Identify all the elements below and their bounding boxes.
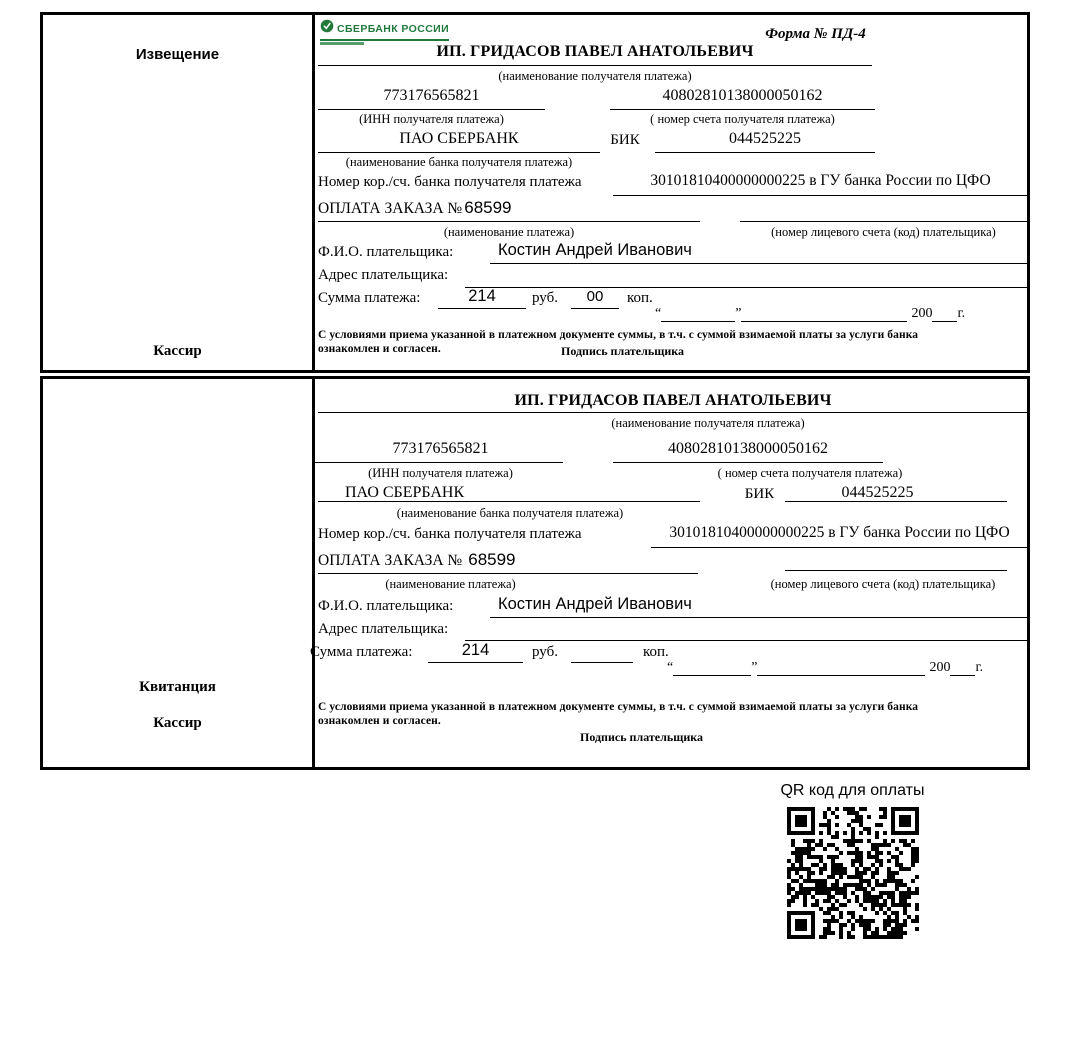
underline [438,308,526,309]
sberbank-logo [320,19,449,45]
notice-signature-label: Подпись плательщика [561,344,684,358]
receipt-recipient-label: (наименование получателя платежа) [611,416,805,430]
underline [613,195,1027,196]
year-blank [932,306,957,322]
underline [318,221,700,222]
quote-open: “ [667,660,674,675]
notice-account-value: 40802810138000050162 [662,87,823,104]
notice-korr-value: 30101810400000000225 в ГУ банка России по ЦФО [650,172,991,189]
receipt-payment-label: (наименование платежа) [385,577,516,591]
receipt-inn-value: 773176565821 [392,440,489,457]
receipt-bank-value: ПАО СБЕРБАНК [345,484,465,501]
date-month-blank [757,660,925,676]
notice-address-label: Адрес плательщика: [318,267,449,283]
notice-bik-value: 044525225 [729,130,801,147]
notice-payment-name [318,198,512,218]
receipt-korr-label: Номер кор./сч. банка получателя платежа [318,526,582,542]
notice-payer-name: Костин Андрей Иванович [498,241,692,259]
underline [655,152,875,153]
underline [318,152,600,153]
notice-amount-rub-value: 214 [468,287,496,305]
receipt-account-label: ( номер счета получателя платежа) [717,466,903,480]
notice-account-label: ( номер счета получателя платежа) [650,112,835,126]
notice-recipient-name: ИП. ГРИДАСОВ ПАВЕЛ АНАТОЛЬЕВИЧ [436,43,754,60]
receipt-personal-account-label: (номер лицевого счета (код) плательщика) [770,577,996,591]
notice-cashier-label: Кассир [153,343,202,359]
underline [740,221,1027,222]
underline [465,287,1027,288]
receipt-bank-label: (наименование банка получателя платежа) [396,506,624,520]
notice-korr-label: Номер кор./сч. банка получателя платежа [318,174,582,190]
receipt-bik-value: 044525225 [841,484,914,501]
underline [571,662,633,663]
year-suffix: г. [957,306,966,321]
underline [428,662,523,663]
notice-agreement-line1: С условиями приема указанной в платежном документе суммы, в т.ч. с суммой взимаемой платы за услуги банка [318,329,919,341]
receipt-payment-prefix: ОПЛАТА ЗАКАЗА № [318,552,463,569]
date-month-blank [741,306,907,322]
receipt-kop-label: коп. [643,644,669,660]
notice-personal-account-label: (номер лицевого счета (код) плательщика) [771,225,996,239]
notice-bik-label: БИК [610,132,640,148]
underline [318,501,700,502]
column-divider [312,15,315,370]
notice-section [40,12,1030,373]
notice-payment-label: (наименование платежа) [443,225,575,239]
receipt-inn-label: (ИНН получателя платежа) [368,466,513,480]
date-day-blank [673,660,751,676]
notice-inn-value: 773176565821 [383,87,480,104]
qr-caption: QR код для оплаты [780,782,925,799]
underline [318,109,545,110]
receipt-account-value: 40802810138000050162 [668,440,828,457]
notice-order-number: 68599 [464,198,512,217]
notice-payment-prefix: ОПЛАТА ЗАКАЗА № [318,200,463,217]
quote-open: “ [655,306,662,321]
underline [490,263,1027,264]
receipt-payer-name: Костин Андрей Иванович [498,595,692,613]
receipt-signature-label: Подпись плательщика [580,730,703,744]
year-suffix: г. [975,660,984,675]
quote-close: ” [735,306,742,321]
receipt-agreement-line2: ознакомлен и согласен. [318,715,441,727]
underline [465,640,1027,641]
receipt-agreement-line1: С условиями приема указанной в платежном документе суммы, в т.ч. с суммой взимаемой платы за услуги банка [318,701,919,713]
year-prefix: 200 [911,306,933,321]
receipt-korr-value: 30101810400000000225 в ГУ банка России по ЦФО [669,524,1010,541]
notice-amount-kop-value: 00 [586,288,604,305]
notice-fio-label: Ф.И.О. плательщика: [318,244,454,260]
underline [571,308,619,309]
year-blank [950,660,975,676]
year-prefix: 200 [929,660,951,675]
form-number: Форма № ПД-4 [765,26,866,42]
sberbank-emblem-icon [320,19,334,38]
receipt-fio-label: Ф.И.О. плательщика: [318,598,454,614]
sberbank-brand-text: СБЕРБАНК РОССИИ [337,22,450,35]
notice-bank-value: ПАО СБЕРБАНК [399,130,519,147]
quote-close: ” [751,660,758,675]
underline [785,570,1007,571]
notice-title: Извещение [135,46,220,63]
underline [318,412,1028,413]
underline [613,462,883,463]
receipt-address-label: Адрес плательщика: [318,621,449,637]
column-divider [312,379,315,767]
notice-inn-label: (ИНН получателя платежа) [359,112,504,126]
underline [785,501,1007,502]
underline [318,573,698,574]
receipt-title: Квитанция [139,679,216,695]
notice-kop-label: коп. [627,290,653,306]
receipt-rub-label: руб. [532,644,558,660]
receipt-bik-label: БИК [744,486,775,502]
receipt-date-row [667,660,983,676]
receipt-amount-rub-value: 214 [461,641,490,659]
underline [651,547,1028,548]
notice-bank-label: (наименование банка получателя платежа) [345,155,573,169]
underline [490,617,1027,618]
qr-code-image [787,807,919,939]
underline [318,65,872,66]
notice-amount-label: Сумма платежа: [318,290,421,306]
receipt-section [40,376,1030,770]
notice-recipient-label: (наименование получателя платежа) [498,69,692,83]
date-day-blank [661,306,735,322]
notice-agreement-line2: ознакомлен и согласен. [318,343,441,355]
receipt-recipient-name: ИП. ГРИДАСОВ ПАВЕЛ АНАТОЛЬЕВИЧ [514,392,832,409]
notice-date-row [655,306,965,322]
receipt-amount-label: Сумма платежа: [310,644,413,660]
receipt-order-number: 68599 [468,550,516,569]
receipt-payment-name [318,550,516,570]
underline [312,462,563,463]
receipt-cashier-label: Кассир [153,715,202,731]
notice-rub-label: руб. [532,290,558,306]
underline [610,109,875,110]
qr-code [787,807,919,939]
